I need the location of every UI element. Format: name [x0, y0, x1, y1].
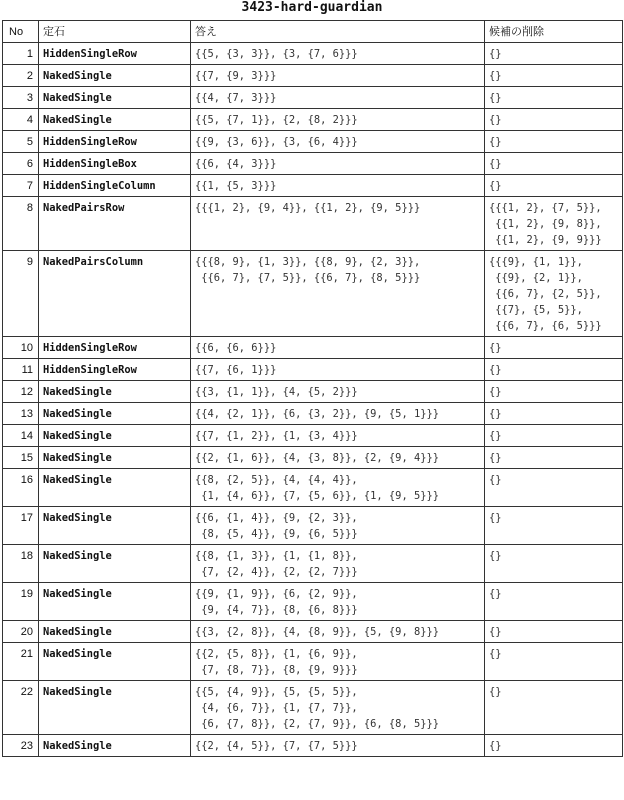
- table-row: [3, 447, 623, 469]
- cell-no: 21: [3, 643, 39, 681]
- header-answer: 答え: [191, 21, 485, 43]
- cell-answer: {{{1, 2}, {9, 4}}, {{1, 2}, {9, 5}}}: [191, 197, 485, 251]
- cell-strategy: NakedSingle: [39, 469, 191, 507]
- cell-elimination: {}: [485, 175, 623, 197]
- cell-no: 13: [3, 403, 39, 425]
- cell-strategy: NakedPairsRow: [39, 197, 191, 251]
- cell-strategy: NakedSingle: [39, 65, 191, 87]
- cell-answer: {{2, {5, 8}}, {1, {6, 9}}, {7, {8, 7}}, {8, {9, 9}}}: [191, 643, 485, 681]
- cell-no: 16: [3, 469, 39, 507]
- cell-elimination: {}: [485, 153, 623, 175]
- table-row: [3, 425, 623, 447]
- cell-elimination: {}: [485, 109, 623, 131]
- table-row: [3, 507, 623, 545]
- cell-strategy: NakedSingle: [39, 507, 191, 545]
- cell-answer: {{{8, 9}, {1, 3}}, {{8, 9}, {2, 3}}, {{6, 7}, {7, 5}}, {{6, 7}, {8, 5}}}: [191, 251, 485, 337]
- table-row: [3, 643, 623, 681]
- cell-answer: {{2, {4, 5}}, {7, {7, 5}}}: [191, 735, 485, 757]
- cell-elimination: {}: [485, 469, 623, 507]
- table-row: [3, 65, 623, 87]
- cell-no: 9: [3, 251, 39, 337]
- cell-elimination: {}: [485, 65, 623, 87]
- cell-answer: {{8, {1, 3}}, {1, {1, 8}}, {7, {2, 4}}, {2, {2, 7}}}: [191, 545, 485, 583]
- header-no: No: [3, 21, 39, 43]
- cell-elimination: {}: [485, 337, 623, 359]
- cell-strategy: HiddenSingleRow: [39, 131, 191, 153]
- header-row: [3, 21, 623, 43]
- cell-no: 6: [3, 153, 39, 175]
- cell-strategy: NakedSingle: [39, 447, 191, 469]
- cell-no: 11: [3, 359, 39, 381]
- cell-elimination: {}: [485, 381, 623, 403]
- cell-no: 23: [3, 735, 39, 757]
- cell-elimination: {}: [485, 545, 623, 583]
- cell-strategy: HiddenSingleRow: [39, 43, 191, 65]
- table-row: [3, 735, 623, 757]
- table-row: [3, 583, 623, 621]
- cell-answer: {{3, {2, 8}}, {4, {8, 9}}, {5, {9, 8}}}: [191, 621, 485, 643]
- cell-answer: {{5, {7, 1}}, {2, {8, 2}}}: [191, 109, 485, 131]
- table-row: [3, 197, 623, 251]
- table-row: [3, 545, 623, 583]
- table-row: [3, 153, 623, 175]
- cell-elimination: {}: [485, 507, 623, 545]
- cell-answer: {{6, {6, 6}}}: [191, 337, 485, 359]
- cell-strategy: NakedSingle: [39, 87, 191, 109]
- cell-elimination: {}: [485, 621, 623, 643]
- cell-elimination: {}: [485, 583, 623, 621]
- cell-answer: {{8, {2, 5}}, {4, {4, 4}}, {1, {4, 6}}, {7, {5, 6}}, {1, {9, 5}}}: [191, 469, 485, 507]
- cell-no: 1: [3, 43, 39, 65]
- table-row: [3, 337, 623, 359]
- table-row: [3, 621, 623, 643]
- cell-answer: {{6, {1, 4}}, {9, {2, 3}}, {8, {5, 4}}, {9, {6, 5}}}: [191, 507, 485, 545]
- cell-elimination: {{{1, 2}, {7, 5}}, {{1, 2}, {9, 8}}, {{1, 2}, {9, 9}}}: [485, 197, 623, 251]
- cell-strategy: HiddenSingleRow: [39, 337, 191, 359]
- table-row: [3, 87, 623, 109]
- cell-strategy: NakedSingle: [39, 643, 191, 681]
- cell-answer: {{1, {5, 3}}}: [191, 175, 485, 197]
- cell-answer: {{5, {4, 9}}, {5, {5, 5}}, {4, {6, 7}}, {1, {7, 7}}, {6, {7, 8}}, {2, {7, 9}}, {6, {8, 5}}}: [191, 681, 485, 735]
- cell-strategy: HiddenSingleRow: [39, 359, 191, 381]
- cell-elimination: {}: [485, 131, 623, 153]
- cell-no: 7: [3, 175, 39, 197]
- cell-strategy: NakedSingle: [39, 583, 191, 621]
- cell-elimination: {}: [485, 403, 623, 425]
- page-title: 3423-hard-guardian: [241, 0, 383, 15]
- table-row: [3, 131, 623, 153]
- cell-no: 18: [3, 545, 39, 583]
- cell-elimination: {}: [485, 87, 623, 109]
- cell-no: 4: [3, 109, 39, 131]
- cell-no: 19: [3, 583, 39, 621]
- solution-table: [2, 20, 623, 757]
- cell-elimination: {}: [485, 425, 623, 447]
- cell-answer: {{4, {2, 1}}, {6, {3, 2}}, {9, {5, 1}}}: [191, 403, 485, 425]
- cell-strategy: NakedSingle: [39, 403, 191, 425]
- cell-elimination: {}: [485, 681, 623, 735]
- cell-no: 10: [3, 337, 39, 359]
- cell-answer: {{3, {1, 1}}, {4, {5, 2}}}: [191, 381, 485, 403]
- table-row: [3, 109, 623, 131]
- cell-strategy: NakedPairsColumn: [39, 251, 191, 337]
- cell-no: 22: [3, 681, 39, 735]
- cell-elimination: {}: [485, 447, 623, 469]
- table-row: [3, 43, 623, 65]
- cell-answer: {{6, {4, 3}}}: [191, 153, 485, 175]
- cell-strategy: NakedSingle: [39, 425, 191, 447]
- cell-no: 15: [3, 447, 39, 469]
- cell-no: 8: [3, 197, 39, 251]
- table-row: [3, 681, 623, 735]
- cell-elimination: {}: [485, 735, 623, 757]
- cell-no: 5: [3, 131, 39, 153]
- header-strategy: 定石: [39, 21, 191, 43]
- table-body: [3, 43, 623, 757]
- cell-elimination: {}: [485, 359, 623, 381]
- cell-no: 12: [3, 381, 39, 403]
- cell-strategy: HiddenSingleColumn: [39, 175, 191, 197]
- table-row: [3, 175, 623, 197]
- cell-no: 14: [3, 425, 39, 447]
- cell-answer: {{4, {7, 3}}}: [191, 87, 485, 109]
- cell-answer: {{5, {3, 3}}, {3, {7, 6}}}: [191, 43, 485, 65]
- header-elimination: 候補の削除: [485, 21, 623, 43]
- cell-answer: {{9, {1, 9}}, {6, {2, 9}}, {9, {4, 7}}, {8, {6, 8}}}: [191, 583, 485, 621]
- cell-no: 2: [3, 65, 39, 87]
- cell-strategy: NakedSingle: [39, 681, 191, 735]
- cell-elimination: {}: [485, 43, 623, 65]
- cell-answer: {{2, {1, 6}}, {4, {3, 8}}, {2, {9, 4}}}: [191, 447, 485, 469]
- cell-answer: {{9, {3, 6}}, {3, {6, 4}}}: [191, 131, 485, 153]
- cell-answer: {{7, {9, 3}}}: [191, 65, 485, 87]
- cell-strategy: NakedSingle: [39, 109, 191, 131]
- cell-answer: {{7, {6, 1}}}: [191, 359, 485, 381]
- cell-strategy: NakedSingle: [39, 381, 191, 403]
- table-row: [3, 251, 623, 337]
- table-row: [3, 469, 623, 507]
- cell-answer: {{7, {1, 2}}, {1, {3, 4}}}: [191, 425, 485, 447]
- cell-elimination: {{{9}, {1, 1}}, {{9}, {2, 1}}, {{6, 7}, {2, 5}}, {{7}, {5, 5}}, {{6, 7}, {6, 5}}}: [485, 251, 623, 337]
- cell-elimination: {}: [485, 643, 623, 681]
- cell-strategy: NakedSingle: [39, 545, 191, 583]
- cell-strategy: HiddenSingleBox: [39, 153, 191, 175]
- cell-strategy: NakedSingle: [39, 735, 191, 757]
- table-row: [3, 403, 623, 425]
- cell-strategy: NakedSingle: [39, 621, 191, 643]
- cell-no: 17: [3, 507, 39, 545]
- table-row: [3, 359, 623, 381]
- cell-no: 3: [3, 87, 39, 109]
- table-row: [3, 381, 623, 403]
- cell-no: 20: [3, 621, 39, 643]
